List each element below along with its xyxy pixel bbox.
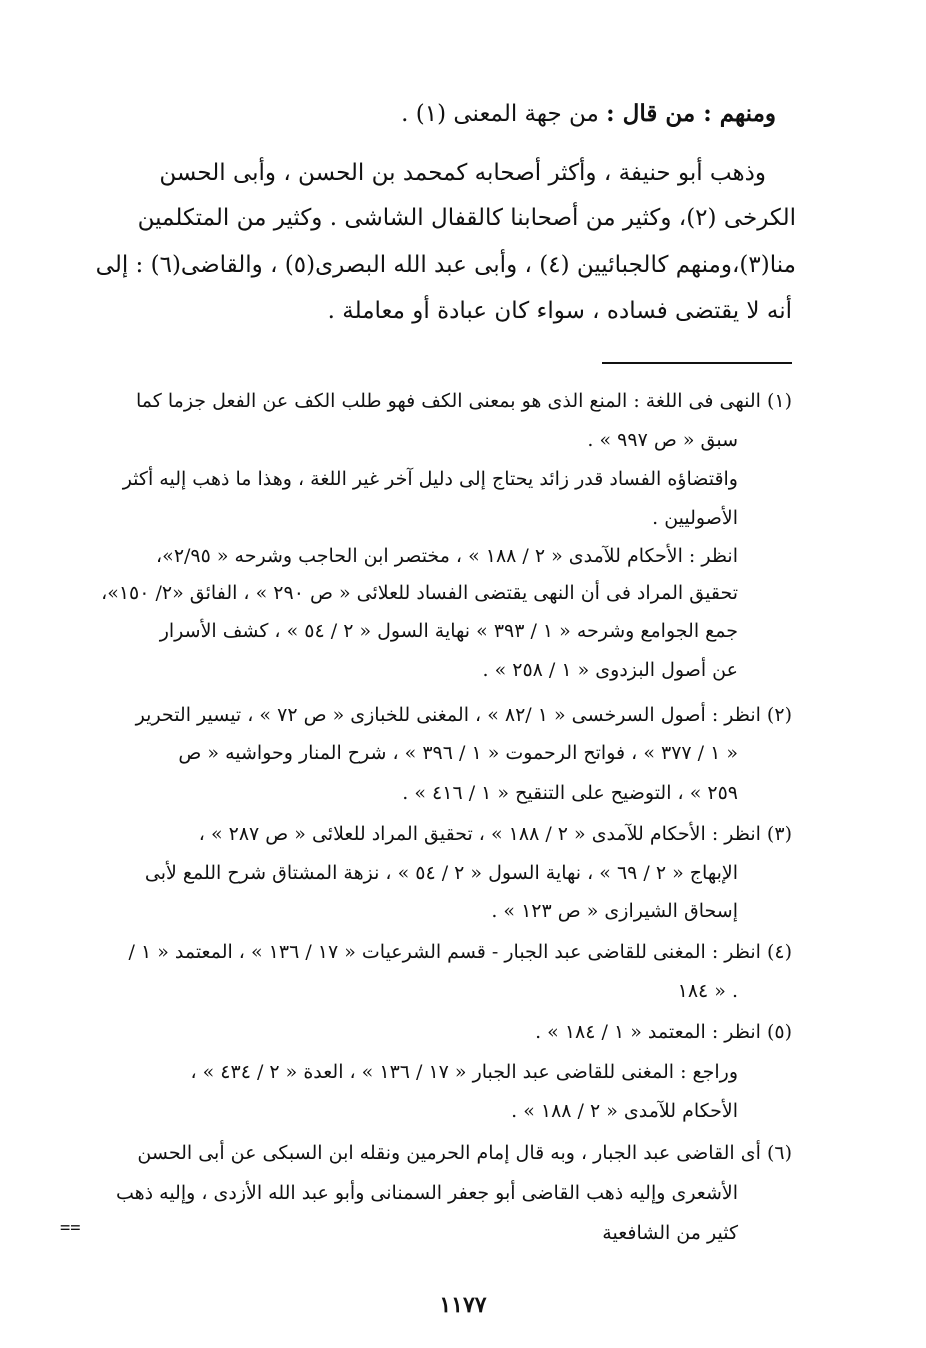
- footnote-line: واقتضاؤه الفساد قدر زائد يحتاج إلى دليل آخر غير اللغة ، وهذا ما ذهب إليه أكثر: [122, 468, 738, 490]
- footnote-line: (٢) انظر : أصول السرخسى « ١ /٨٢ » ، المغنى للخبازى « ص ٧٢ » ، تيسير التحرير: [135, 704, 792, 726]
- footnote-line: تحقيق المراد فى أن النهى يقتضى الفساد للعلائى « ص ٢٩٠ » ، الفائق «٢/ ١٥٠»،: [101, 582, 738, 604]
- continuation-mark: ==: [60, 1218, 81, 1238]
- body-line: منا(٣)،ومنهم كالجبائيين (٤) ، وأبى عبد الله البصرى(٥) ، والقاضى(٦) : إلى: [95, 252, 796, 278]
- footnote-line: الأشعرى وإليه ذهب القاضى أبو جعفر السمنانى وأبو عبد الله الأزدى ، وإليه ذهب: [115, 1182, 738, 1204]
- footnote-line: (١) النهى فى اللغة : المنع الذى هو بمعنى الكف فهو طلب الكف عن الفعل جزما كما: [136, 390, 792, 412]
- footnote-line: جمع الجوامع وشرحه « ١ / ٣٩٣ » نهاية السول « ٢ / ٥٤ » ، كشف الأسرار: [159, 620, 738, 642]
- heading-label: ومنهم : من قال :: [606, 100, 776, 127]
- heading-rest: من جهة المعنى (١) .: [401, 101, 599, 127]
- section-heading: [401, 100, 776, 127]
- footnote-line: (٦) أى القاضى عبد الجبار ، وبه قال إمام الحرمين ونقله ابن السبكى عن أبى الحسن: [137, 1142, 792, 1164]
- footnote-line: الإبهاج « ٢ / ٦٩ » ، نهاية السول « ٢ / ٥٤ » ، نزهة المشتاق شرح اللمع لأبى: [144, 862, 738, 884]
- footnote-line: الأصوليين .: [652, 507, 738, 529]
- footnote-line: (٣) انظر : الأحكام للآمدى « ٢ / ١٨٨ » ، تحقيق المراد للعلائى « ص ٢٨٧ » ،: [198, 823, 792, 845]
- footnote-line: إسحاق الشيرازى « ص ١٢٣ » .: [491, 900, 738, 922]
- footnote-line: (٤) انظر : المغنى للقاضى عبد الجبار - قسم الشرعيات « ١٧ / ١٣٦ » ، المعتمد « ١ /: [128, 941, 792, 963]
- footnote-line: عن أصول البزدوى « ١ / ٢٥٨ » .: [482, 659, 738, 681]
- footnote-line: سبق « ص ٩٩٧ » .: [587, 429, 738, 451]
- footnote-line: ٢٥٩ » ، التوضيح على التنقيح « ١ / ٤١٦ » .: [402, 782, 738, 804]
- footnote-line: ١٨٤ » .: [677, 980, 738, 1002]
- footnote-line: وراجع : المغنى للقاضى عبد الجبار « ١٧ / ١٣٦ » ، العدة « ٢ / ٤٣٤ » ،: [190, 1061, 738, 1083]
- page-number: ١١٧٧: [439, 1292, 487, 1318]
- footnote-line: كثير من الشافعية: [602, 1222, 738, 1244]
- footnote-line: انظر : الأحكام للآمدى « ٢ / ١٨٨ » ، مختصر ابن الحاجب وشرحه « ٢/٩٥»،: [156, 545, 738, 567]
- body-line: الكرخى (٢)، وكثير من أصحابنا كالقفال الشاشى . وكثير من المتكلمين: [137, 205, 796, 231]
- footnote-line: الأحكام للآمدى « ٢ / ١٨٨ » .: [511, 1100, 738, 1122]
- footnote-line: « ١ / ٣٧٧ » ، فواتح الرحموت « ١ / ٣٩٦ » ، شرح المنار وحواشيه « ص: [178, 742, 738, 764]
- footnote-line: (٥) انظر : المعتمد « ١ / ١٨٤ » .: [535, 1021, 792, 1043]
- body-line: أنه لا يقتضى فساده ، سواء كان عبادة أو معاملة .: [327, 298, 792, 324]
- footnote-separator: [602, 362, 792, 364]
- body-line: وذهب أبو حنيفة ، وأكثر أصحابه كمحمد بن الحسن ، وأبى الحسن: [159, 160, 766, 186]
